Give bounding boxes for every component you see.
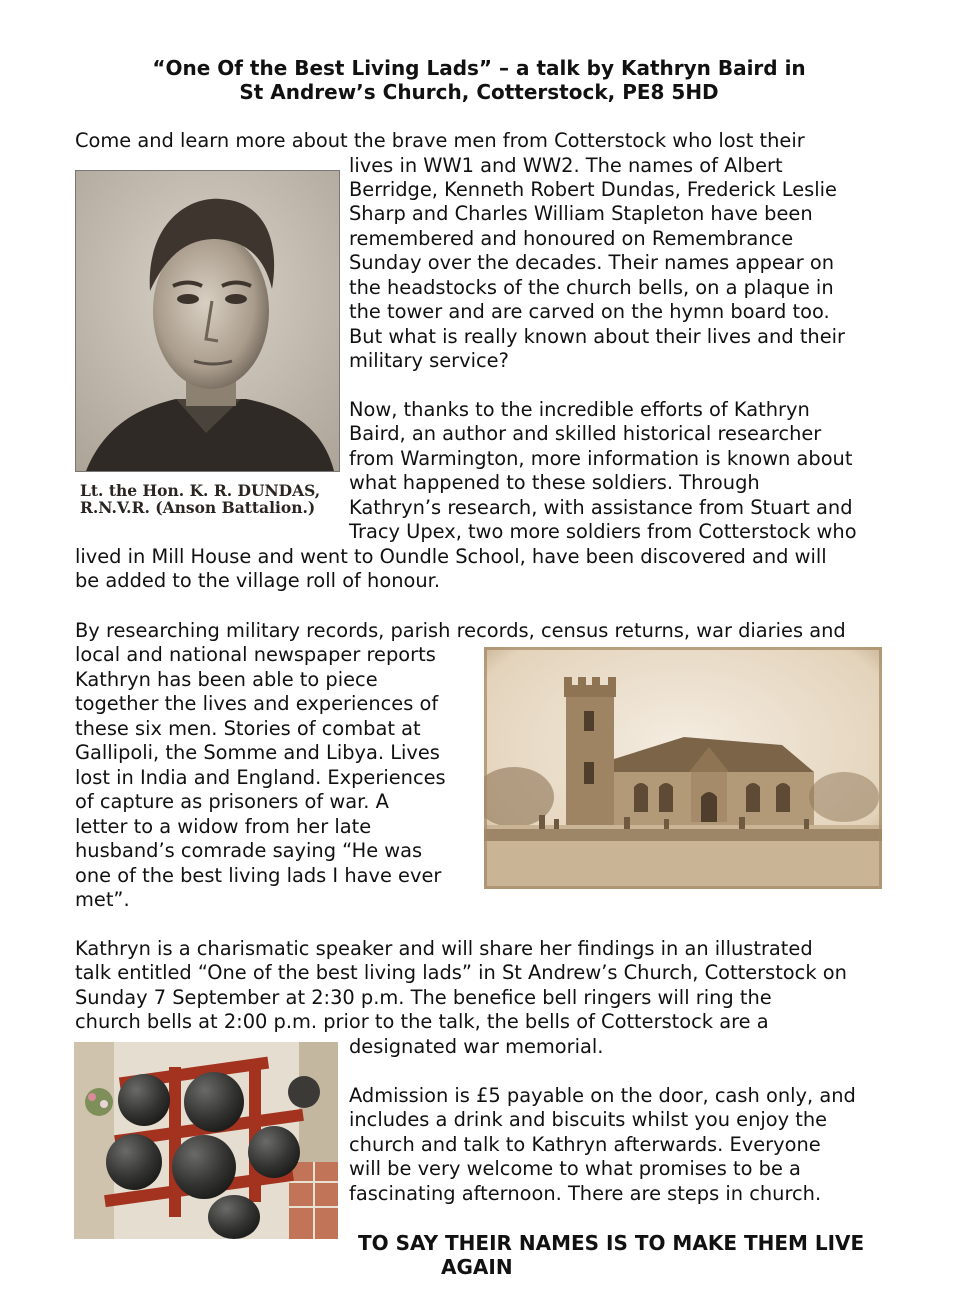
- thanks-line: what happened to these soldiers. Through: [349, 471, 760, 494]
- church-bells-photo: [74, 1042, 338, 1239]
- portrait-caption-line-2: R.N.V.R. (Anson Battalion.): [80, 498, 316, 517]
- research-line: met”.: [75, 888, 130, 911]
- intro-line: remembered and honoured on Remembrance: [349, 227, 794, 250]
- intro-line: Sharp and Charles William Stapleton have been: [349, 202, 813, 225]
- research-line: Gallipoli, the Somme and Libya. Lives: [75, 741, 440, 764]
- admission-line: Admission is £5 payable on the door, cash only, and: [349, 1084, 856, 1107]
- closing-slogan-line-1: TO SAY THEIR NAMES IS TO MAKE THEM LIVE: [358, 1231, 865, 1255]
- admission-line: church and talk to Kathryn afterwards. Everyone: [349, 1133, 821, 1156]
- intro-line: Berridge, Kenneth Robert Dundas, Frederick Leslie: [349, 178, 837, 201]
- research-line: letter to a widow from her late: [75, 815, 372, 838]
- intro-line: Sunday over the decades. Their names appear on: [349, 251, 835, 274]
- portrait-caption-line-1: Lt. the Hon. K. R. DUNDAS,: [80, 481, 321, 500]
- thanks-line: Now, thanks to the incredible efforts of Kathryn: [349, 398, 810, 421]
- page-title-line-1: “One Of the Best Living Lads” – a talk by Kathryn Baird in: [152, 56, 806, 80]
- admission-line: includes a drink and biscuits whilst you enjoy the: [349, 1108, 828, 1131]
- portrait-photo: [75, 170, 340, 472]
- closing-slogan-line-2: AGAIN: [441, 1255, 513, 1279]
- intro-line: But what is really known about their lives and their: [349, 325, 846, 348]
- research-line: of capture as prisoners of war. A: [75, 790, 389, 813]
- admission-line: fascinating afternoon. There are steps in church.: [349, 1182, 822, 1205]
- talk-line: Kathryn is a charismatic speaker and will share her findings in an illustrated: [75, 937, 813, 960]
- thanks-line: from Warmington, more information is known about: [349, 447, 853, 470]
- talk-line: Sunday 7 September at 2:30 p.m. The benefice bell ringers will ring the: [75, 986, 772, 1009]
- research-line: By researching military records, parish records, census returns, war diaries and: [75, 619, 846, 642]
- intro-line: the headstocks of the church bells, on a plaque in: [349, 276, 834, 299]
- talk-line: church bells at 2:00 p.m. prior to the talk, the bells of Cotterstock are a: [75, 1010, 769, 1033]
- thanks-line: be added to the village roll of honour.: [75, 569, 440, 592]
- intro-line: lives in WW1 and WW2. The names of Albert: [349, 154, 783, 177]
- research-line: one of the best living lads I have ever: [75, 864, 442, 887]
- thanks-line: lived in Mill House and went to Oundle School, have been discovered and will: [75, 545, 827, 568]
- intro-line: the tower and are carved on the hymn board too.: [349, 300, 830, 323]
- admission-line: will be very welcome to what promises to be a: [349, 1157, 801, 1180]
- thanks-line: Kathryn’s research, with assistance from Stuart and: [349, 496, 853, 519]
- thanks-line: Baird, an author and skilled historical researcher: [349, 422, 822, 445]
- thanks-line: Tracy Upex, two more soldiers from Cotterstock who: [349, 520, 857, 543]
- research-line: together the lives and experiences of: [75, 692, 439, 715]
- research-line: these six men. Stories of combat at: [75, 717, 421, 740]
- page-title-line-2: St Andrew’s Church, Cotterstock, PE8 5HD: [239, 80, 719, 104]
- research-line: Kathryn has been able to piece: [75, 668, 378, 691]
- church-photo: [484, 647, 882, 889]
- research-line: lost in India and England. Experiences: [75, 766, 446, 789]
- intro-line: military service?: [349, 349, 509, 372]
- talk-line: talk entitled “One of the best living lads” in St Andrew’s Church, Cotterstock on: [75, 961, 847, 984]
- research-line: local and national newspaper reports: [75, 643, 436, 666]
- intro-line: Come and learn more about the brave men from Cotterstock who lost their: [75, 129, 805, 152]
- talk-line: designated war memorial.: [349, 1035, 604, 1058]
- research-line: husband’s comrade saying “He was: [75, 839, 423, 862]
